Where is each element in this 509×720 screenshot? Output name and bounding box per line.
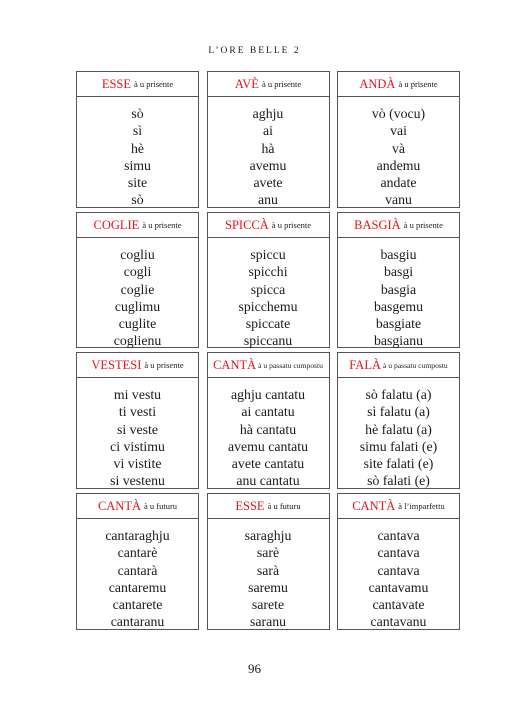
form: andate — [380, 175, 417, 191]
form: cantava — [377, 545, 420, 561]
form: cantarete — [112, 597, 163, 613]
form: mi vestu — [113, 387, 162, 402]
tense-label: à u prisente — [144, 360, 184, 370]
form: ci vistimu — [110, 438, 165, 454]
form: và — [391, 140, 406, 156]
form: basgia — [380, 281, 417, 297]
form: spiccate — [245, 316, 291, 332]
form: aghju cantatu — [231, 387, 305, 402]
form: sarè — [256, 545, 280, 561]
conjugation-card — [337, 493, 460, 630]
form: simu — [124, 157, 151, 173]
verb-name: VESTESI — [91, 357, 142, 372]
form-list — [338, 105, 459, 209]
tense-label: à u passatu cumpostu — [382, 360, 448, 370]
form: basgiate — [375, 316, 422, 332]
form: sì — [132, 123, 143, 139]
form: sò — [131, 192, 144, 208]
verb-name: CANTÀ — [213, 357, 257, 372]
form: hè falatu (a) — [365, 421, 432, 437]
form: cantavate — [372, 597, 425, 613]
running-head: L’ORE BELLE 2 — [208, 46, 301, 56]
form: site falati (e) — [363, 456, 434, 472]
form: coglie — [120, 281, 155, 297]
tense-label: à l’imparfettu — [398, 501, 445, 511]
form: site — [127, 175, 148, 191]
conjugation-grid — [76, 71, 460, 634]
tense-label: à u prisente — [261, 79, 302, 89]
form-list — [77, 386, 198, 490]
form-list — [338, 386, 459, 490]
form: sò falatu (a) — [365, 387, 432, 402]
card-header — [338, 72, 459, 97]
form: cantava — [377, 562, 420, 578]
form-list — [77, 527, 198, 631]
form: avemu cantatu — [227, 438, 309, 454]
form: hà cantatu — [239, 421, 297, 437]
form: vai — [390, 123, 407, 139]
verb-name: AVÈ — [234, 76, 259, 91]
form: sò — [131, 106, 144, 121]
conjugation-card — [76, 71, 199, 208]
form: basgianu — [373, 333, 424, 349]
form: spiccu — [250, 247, 286, 262]
conjugation-card — [207, 352, 330, 489]
verb-name: CANTÀ — [352, 498, 396, 513]
form: avete cantatu — [231, 456, 305, 472]
form: ai — [263, 123, 273, 139]
table-row — [76, 71, 460, 208]
table-row — [76, 212, 460, 348]
card-header — [77, 72, 198, 97]
form: saremu — [248, 579, 288, 595]
form: avemu — [249, 157, 287, 173]
verb-name: COGLIE — [93, 217, 140, 232]
conjugation-card — [76, 493, 199, 630]
verb-name: SPICCÀ — [225, 217, 269, 232]
conjugation-card — [207, 493, 330, 630]
form: simu falati (e) — [359, 438, 438, 454]
card-header — [338, 494, 459, 519]
form: hè — [130, 140, 145, 156]
form: aghju — [252, 106, 284, 121]
form: anu — [258, 192, 278, 208]
conjugation-card — [76, 352, 199, 489]
form: cantava — [377, 528, 420, 543]
form: sò falati (e) — [367, 473, 430, 489]
form: sarà — [256, 562, 280, 578]
form-list — [208, 386, 329, 490]
form: basgemu — [373, 298, 424, 314]
conjugation-card — [76, 212, 199, 348]
tense-label: à u futuru — [267, 501, 301, 511]
tense-label: à u prisente — [142, 220, 182, 230]
verb-name: ESSE — [101, 76, 131, 91]
form: sarete — [251, 597, 285, 613]
form: anu cantatu — [236, 473, 300, 489]
form: saraghju — [244, 528, 292, 543]
form: basgi — [383, 264, 414, 280]
form: cuglite — [118, 316, 157, 332]
verb-name: FALÀ — [349, 357, 381, 372]
form-list — [338, 527, 459, 631]
card-header — [77, 494, 198, 519]
form: si vestenu — [110, 473, 165, 489]
form: hà — [261, 140, 275, 156]
form: cantaraghju — [105, 528, 170, 543]
tense-label: à u prisente — [271, 220, 311, 230]
form: cantaremu — [108, 579, 167, 595]
form: vò (vocu) — [371, 106, 426, 121]
verb-name: ANDÀ — [359, 76, 396, 91]
form-list — [338, 246, 459, 350]
conjugation-card — [207, 212, 330, 348]
form: coglienu — [113, 333, 162, 349]
tense-label: à u prisente — [403, 220, 443, 230]
form: spiccanu — [243, 333, 293, 349]
form: andemu — [376, 157, 421, 173]
card-header — [208, 213, 329, 238]
form: cantaranu — [110, 614, 165, 630]
conjugation-card — [337, 71, 460, 208]
tense-label: à u prisente — [398, 79, 438, 89]
conjugation-card — [337, 212, 460, 348]
form: ai cantatu — [241, 404, 295, 420]
form: spicchemu — [238, 298, 298, 314]
form: cantavamu — [368, 579, 429, 595]
form: avete — [253, 175, 283, 191]
form-list — [208, 105, 329, 209]
page-number: 96 — [248, 661, 261, 676]
form-list — [208, 246, 329, 350]
form: cantarè — [117, 545, 158, 561]
card-header — [338, 213, 459, 238]
card-header — [208, 353, 329, 378]
verb-name: BASGIÀ — [354, 217, 401, 232]
form: sì falatu (a) — [367, 404, 430, 420]
card-header — [77, 213, 198, 238]
table-row — [76, 352, 460, 489]
verb-name: ESSE — [235, 498, 265, 513]
form-list — [77, 105, 198, 209]
form: cogliu — [120, 247, 155, 262]
form: vanu — [385, 192, 412, 208]
card-header — [208, 494, 329, 519]
form: cantarà — [117, 562, 158, 578]
conjugation-card — [337, 352, 460, 489]
form: vi vistite — [113, 456, 162, 472]
form: basgiu — [380, 247, 417, 262]
form: spicca — [250, 281, 286, 297]
form-list — [77, 246, 198, 350]
form: cuglimu — [114, 298, 161, 314]
form: cantavanu — [370, 614, 427, 630]
form: ti vesti — [118, 404, 157, 420]
form-list — [208, 527, 329, 631]
tense-label: à u prisente — [134, 79, 174, 89]
card-header — [77, 353, 198, 378]
form: cogli — [123, 264, 152, 280]
form: spicchi — [248, 264, 288, 280]
form: si veste — [117, 421, 158, 437]
table-row — [76, 493, 460, 630]
tense-label: à u futuru — [144, 501, 178, 511]
verb-name: CANTÀ — [97, 498, 141, 513]
form: saranu — [249, 614, 286, 630]
conjugation-card — [207, 71, 330, 208]
card-header — [208, 72, 329, 97]
card-header — [338, 353, 459, 378]
tense-label: à u passatu cumpostu — [258, 360, 323, 370]
